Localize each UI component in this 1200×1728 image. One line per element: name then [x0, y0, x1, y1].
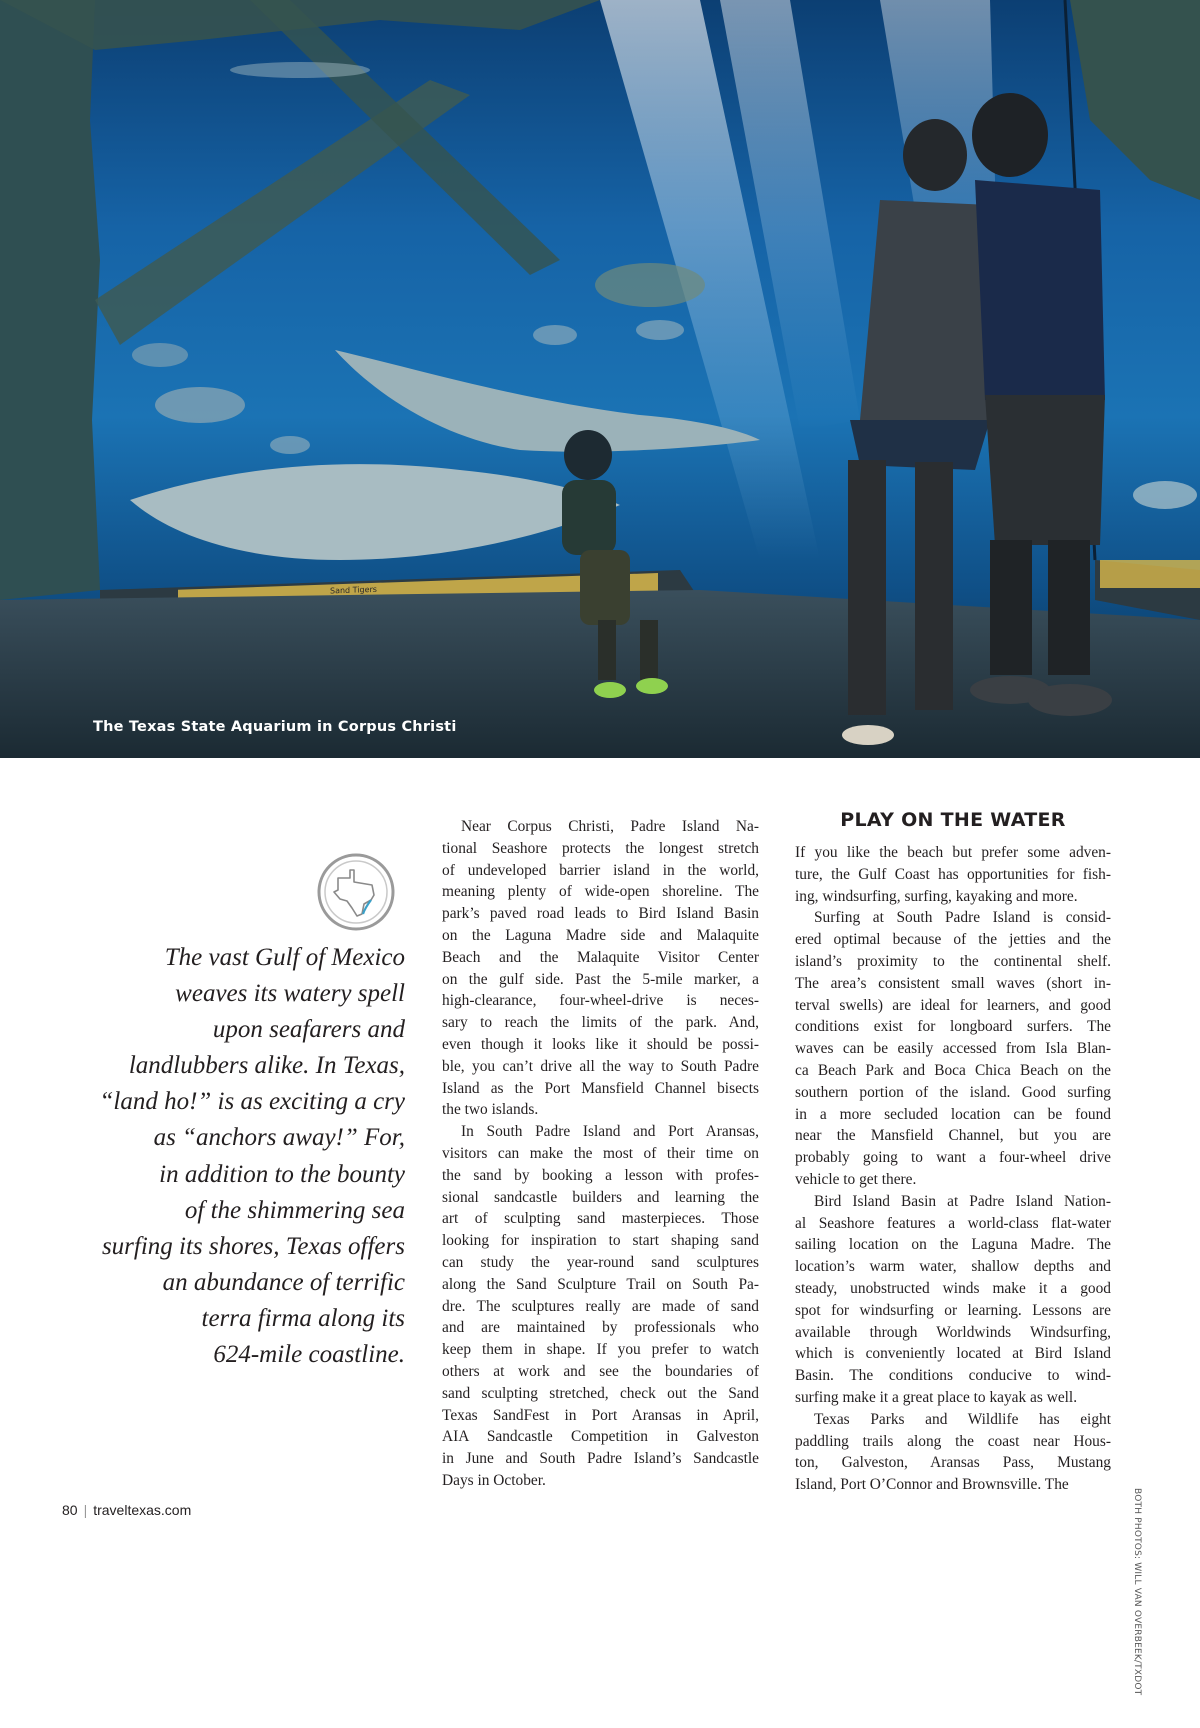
pull-quote-line: upon seafarers and: [212, 1016, 405, 1044]
info-panel-label: Sand Tigers: [330, 584, 377, 596]
body-text-line: Beach and the Malaquite Visitor Center: [442, 948, 759, 966]
body-text-line: terval swells) are ideal for learners, and good: [795, 996, 1111, 1014]
body-text-line: Basin. The conditions conducive to wind-: [795, 1367, 1111, 1385]
body-text-line: along the Sand Sculpture Trail on South Pa-: [442, 1275, 759, 1293]
body-text-line: dre. The sculptures really are made of sand: [442, 1297, 759, 1315]
body-text-line: of undeveloped barrier island in the world,: [442, 861, 759, 879]
body-text-line: ing, windsurfing, surfing, kayaking and more.: [795, 887, 1078, 905]
body-text-line: al Seashore features a world-class flat-water: [795, 1214, 1111, 1232]
photo-caption: The Texas State Aquarium in Corpus Christi: [93, 719, 457, 735]
pull-quote-line: terra firma along its: [201, 1304, 405, 1332]
sea-turtle: [595, 263, 705, 307]
body-text-line: conditions exist for longboard surfers. The: [795, 1018, 1111, 1036]
fish: [533, 325, 577, 345]
body-text-line: near the Mansfield Channel, but you are: [795, 1127, 1111, 1145]
pull-quote: [60, 940, 405, 1373]
body-text-line: visitors can make the most of their time on: [442, 1144, 759, 1162]
section-heading: PLAY ON THE WATER: [840, 809, 1066, 831]
pull-quote-line: surfing its shores, Texas offers: [101, 1232, 405, 1260]
body-text-line: AIA Sandcastle Competition in Galveston: [442, 1428, 759, 1446]
body-text-line: island’s proximity to the continental shelf.: [795, 952, 1111, 970]
rig-beam: [250, 0, 560, 275]
pull-quote-line: 624-mile coastline.: [213, 1341, 405, 1369]
fish: [636, 320, 684, 340]
body-text-line: art of sculpting sand masterpieces. Those: [442, 1210, 759, 1228]
pull-quote-line: The vast Gulf of Mexico: [164, 944, 405, 971]
body-text-line: location’s warm water, shallow depths and: [795, 1258, 1111, 1276]
rock-wall-left: [0, 0, 100, 600]
page-number: 80: [62, 1502, 78, 1518]
pull-quote-line: “land ho!” is as exciting a cry: [99, 1088, 405, 1116]
body-text-line: Island, Port O’Connor and Brownsville. The: [795, 1476, 1069, 1494]
pull-quote-line: of the shimmering sea: [184, 1196, 405, 1224]
body-column-1: [442, 816, 759, 1492]
body-text-line: ble, you can’t drive all the way to South Padre: [442, 1057, 759, 1075]
body-text-line: Bird Island Basin at Padre Island Nation-: [814, 1192, 1111, 1210]
texas-map-icon: [316, 852, 396, 932]
aquarium-scene: [0, 0, 1200, 758]
body-text-line: sional sandcastle builders and learning the: [442, 1188, 759, 1206]
body-text-line: ton, Galveston, Aransas Pass, Mustang: [795, 1454, 1111, 1472]
body-text-line: available through Worldwinds Windsurfing,: [795, 1323, 1111, 1341]
body-text-line: Texas Parks and Wildlife has eight: [814, 1410, 1111, 1428]
body-column-2: [795, 842, 1111, 1496]
body-text-line: Texas SandFest in Port Aransas in April,: [442, 1406, 759, 1424]
pull-quote-line: weaves its watery spell: [175, 980, 405, 1008]
pull-quote-line: an abundance of terrific: [162, 1268, 405, 1296]
body-text-line: on the gulf side. Past the 5-mile marker, a: [442, 970, 759, 988]
body-text-line: high-clearance, four-wheel-drive is neces-: [442, 992, 759, 1010]
body-text-line: sary to reach the limits of the park. And,: [442, 1014, 759, 1032]
body-text-line: in a more secluded location can be found: [795, 1105, 1111, 1123]
body-text-line: in June and South Padre Island’s Sandcastle: [442, 1450, 759, 1468]
body-text-line: the two islands.: [442, 1101, 539, 1119]
fish: [230, 62, 370, 78]
footer-site-link[interactable]: traveltexas.com: [93, 1502, 192, 1518]
fish: [270, 436, 310, 454]
body-text-line: southern portion of the island. Good surfing: [795, 1083, 1111, 1101]
body-text-line: steady, unobstructed winds make it a good: [795, 1279, 1111, 1297]
body-text-line: sand sculpting stretched, check out the Sand: [442, 1384, 759, 1402]
body-text-line: others at work and see the boundaries of: [442, 1362, 759, 1380]
pull-quote-line: landlubbers alike. In Texas,: [128, 1052, 405, 1080]
body-text-line: surfing make it a great place to kayak as well.: [795, 1388, 1078, 1406]
fish: [1133, 481, 1197, 509]
body-text-line: can study the year-round sand sculptures: [442, 1253, 759, 1271]
body-text-line: meaning plenty of wide-open shoreline. The: [442, 883, 759, 901]
photo-credit: BOTH PHOTOS: WILL VAN OVERBEEK/TXDOT: [1132, 1488, 1142, 1696]
body-text-line: on the Laguna Madre side and Malaquite: [442, 926, 759, 944]
body-text-line: If you like the beach but prefer some adven-: [795, 844, 1111, 861]
body-text-line: park’s paved road leads to Bird Island Basin: [442, 905, 759, 923]
fish: [155, 387, 245, 423]
body-text-line: Days in October.: [442, 1471, 546, 1489]
body-text-line: In South Padre Island and Port Aransas,: [461, 1123, 759, 1141]
body-text-line: probably going to want a four-wheel drive: [795, 1149, 1111, 1167]
pull-quote-line: in addition to the bounty: [159, 1160, 405, 1188]
body-text-line: waves can be easily accessed from Isla Blan-: [795, 1040, 1111, 1058]
body-text-line: Island as the Port Mansfield Channel bisects: [442, 1079, 759, 1097]
body-text-line: vehicle to get there.: [795, 1170, 917, 1188]
body-text-line: ture, the Gulf Coast has opportunities for fish-: [795, 865, 1111, 883]
fish: [132, 343, 188, 367]
body-text-line: paddling trails along the coast near Hous-: [795, 1432, 1111, 1450]
body-text-line: the sand by booking a lesson with profes-: [442, 1166, 759, 1184]
body-text-line: and are maintained by professionals who: [442, 1319, 759, 1337]
body-text-line: Near Corpus Christi, Padre Island Na-: [461, 818, 759, 835]
body-text-line: spot for windsurfing or learning. Lessons are: [795, 1301, 1111, 1319]
body-text-line: which is conveniently located at Bird Island: [795, 1345, 1111, 1363]
page-footer: [62, 1502, 191, 1518]
body-text-line: Surfing at South Padre Island is consid-: [814, 909, 1111, 927]
body-text-line: The area’s consistent small waves (short in-: [795, 974, 1111, 992]
body-text-line: looking for inspiration to start shaping sand: [442, 1232, 759, 1250]
pull-quote-line: as “anchors away!” For,: [153, 1124, 405, 1152]
body-text-line: tional Seashore protects the longest stretch: [442, 839, 759, 857]
info-panel: [1100, 560, 1200, 588]
body-text-line: ca Beach Park and Boca Chica Beach on the: [795, 1061, 1111, 1079]
aquarium-photo: [0, 0, 1200, 758]
footer-separator: |: [83, 1502, 88, 1518]
body-text-line: keep them in shape. If you prefer to watch: [442, 1341, 759, 1359]
body-text-line: ered optimal because of the jetties and the: [795, 931, 1111, 949]
rock-wall-right: [1070, 0, 1200, 200]
shark: [130, 464, 620, 560]
body-text-line: sailing location on the Laguna Madre. The: [795, 1236, 1111, 1254]
shark: [335, 350, 760, 452]
body-text-line: even though it looks like it should be possi-: [442, 1035, 759, 1053]
